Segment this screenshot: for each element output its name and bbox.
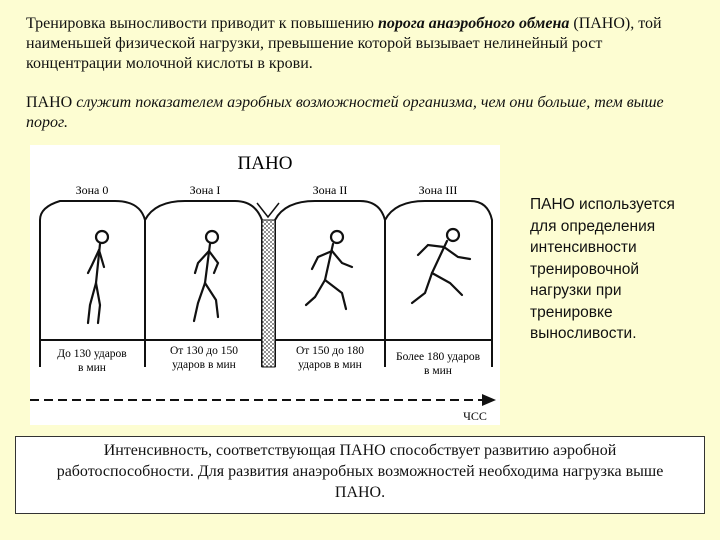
second-text-end: служит показателем аэробных возможностей организма, чем они больше, тем выше порог. [26, 94, 664, 131]
zone-0-range-line1: До 130 ударов [57, 348, 127, 360]
intro-emphasis: порога анаэробного обмена [377, 15, 570, 32]
zone-0-range-line2: в мин [78, 362, 106, 374]
intro-text-end: (ПАНО), той наименьшей физической нагрузки, превышение которой вызывает нелинейный рост концентрации молочной кислоты в крови. [26, 15, 662, 72]
zone-0-outline [40, 201, 145, 367]
bottom-note-text: Интенсивность, соответствующая ПАНО способствует развитию аэробной работоспособности. Для развития анаэробных возможностей необходима нагрузка выше ПАНО. [56, 442, 664, 501]
zone-3-range-line1: Более 180 ударов [395, 351, 481, 363]
zone-1-range-line1: От 130 до 150 [169, 345, 239, 357]
zone-3-outline [385, 201, 492, 367]
axis-arrow-icon [482, 394, 496, 406]
second-paragraph [26, 93, 696, 133]
zone-3-range-line2: в мин [424, 365, 452, 377]
zones-figure [30, 145, 500, 425]
zone-2-name: Зона II [312, 183, 348, 197]
zone-0-name: Зона 0 [75, 183, 109, 197]
zone-1-range-line2: ударов в мин [172, 359, 236, 371]
threshold-label: ПАНО [237, 153, 293, 174]
zone-1-name: Зона I [189, 183, 221, 197]
zone-2-range-line2: ударов в мин [298, 359, 362, 371]
runner-figure-icon [306, 231, 352, 309]
sprinter-figure-icon [412, 229, 470, 303]
walker-figure-icon [88, 231, 108, 323]
intro-paragraph [26, 14, 696, 74]
intro-text-start: Тренировка выносливости приводит к повышению [26, 15, 378, 32]
zone-3-name: Зона III [418, 183, 458, 197]
bottom-note-box [15, 436, 705, 514]
side-note: ПАНО используется для определения интенсивности тренировочной нагрузки при тренировке выносливости. [530, 196, 675, 342]
zone-2-range-line1: От 150 до 180 [295, 345, 365, 357]
second-text-start: ПАНО [26, 94, 77, 111]
axis-label: ЧСС [463, 409, 487, 423]
zones-illustration [30, 145, 500, 425]
jogger-figure-icon [194, 231, 218, 321]
threshold-column [262, 220, 275, 367]
